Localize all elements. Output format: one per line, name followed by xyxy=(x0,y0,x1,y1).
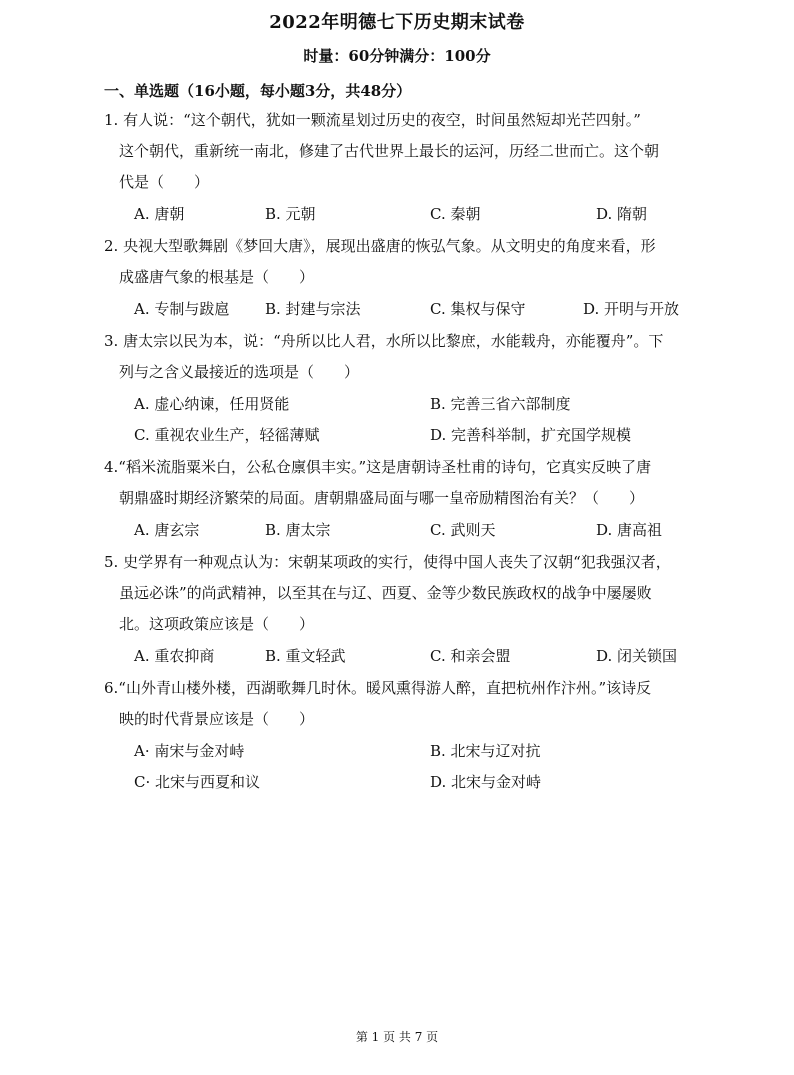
option-b: B. 唐太宗 xyxy=(265,521,331,539)
option-a: A. 虚心纳谏，任用贤能 xyxy=(134,395,290,413)
option-c: C. 集权与保守 xyxy=(430,300,526,318)
option-b: B. 完善三省六部制度 xyxy=(430,395,571,413)
exam-subtitle: 时量：60分钟满分：100分 xyxy=(303,47,491,65)
question-text-line: 成盛唐气象的根基是（ ） xyxy=(119,268,315,286)
option-a: A. 唐朝 xyxy=(134,205,185,223)
question-text-line: 2. 央视大型歌舞剧《梦回大唐》，展现出盛唐的恢弘气象。从文明史的角度来看，形 xyxy=(104,237,656,255)
question-text-line: 朝鼎盛时期经济繁荣的局面。唐朝鼎盛局面与哪一皇帝励精图治有关？（ ） xyxy=(119,489,645,507)
question-text-line: 虽远必诛”的尚武精神，以至其在与辽、西夏、金等少数民族政权的战争中屡屡败 xyxy=(119,584,652,602)
option-a: A· 南宋与金对峙 xyxy=(134,742,245,760)
option-d: D. 北宋与金对峙 xyxy=(430,773,542,791)
option-c: C. 秦朝 xyxy=(430,205,481,223)
question-text-line: 1. 有人说：“这个朝代，犹如一颗流星划过历史的夜空，时间虽然短却光芒四射。” xyxy=(104,111,641,129)
question-text-line: 代是（ ） xyxy=(119,173,210,191)
question-text-line: 4.“稻米流脂粟米白，公私仓廪俱丰实。”这是唐朝诗圣杜甫的诗句，它真实反映了唐 xyxy=(104,458,652,476)
question-text-line: 这个朝代，重新统一南北，修建了古代世界上最长的运河，历经二世而亡。这个朝 xyxy=(119,142,660,160)
option-b: B. 北宋与辽对抗 xyxy=(430,742,541,760)
option-d: D. 完善科举制，扩充国学规模 xyxy=(430,426,632,444)
option-c: C. 武则天 xyxy=(430,521,496,539)
option-d: D. 闭关锁国 xyxy=(596,647,678,665)
question-text-line: 映的时代背景应该是（ ） xyxy=(119,710,315,728)
section-heading: 一、单选题（16小题，每小题3分，共48分） xyxy=(104,82,412,100)
option-c: C. 重视农业生产，轻徭薄赋 xyxy=(134,426,320,444)
page-number: 第 1 页 共 7 页 xyxy=(355,1030,439,1044)
option-a: A. 重农抑商 xyxy=(134,647,215,665)
question-text-line: 列与之含义最接近的选项是（ ） xyxy=(119,363,360,381)
option-b: B. 元朝 xyxy=(265,205,316,223)
option-d: D. 唐高祖 xyxy=(596,521,663,539)
option-b: B. 重文轻武 xyxy=(265,647,346,665)
question-text-line: 3. 唐太宗以民为本，说：“舟所以比人君，水所以比黎庶，水能载舟，亦能覆舟”。下 xyxy=(104,332,664,350)
exam-title: 2022年明德七下历史期末试卷 xyxy=(269,12,525,33)
question-text-line: 北。这项政策应该是（ ） xyxy=(119,615,315,633)
option-a: A. 专制与跋扈 xyxy=(134,300,230,318)
question-text-line: 6.“山外青山楼外楼，西湖歌舞几时休。暖风熏得游人醉，直把杭州作汴州。”该诗反 xyxy=(104,679,652,697)
option-c: C· 北宋与西夏和议 xyxy=(134,773,261,791)
option-d: D. 开明与开放 xyxy=(583,300,680,318)
option-b: B. 封建与宗法 xyxy=(265,300,361,318)
option-a: A. 唐玄宗 xyxy=(134,521,200,539)
option-c: C. 和亲会盟 xyxy=(430,647,511,665)
question-text-line: 5. 史学界有一种观点认为：宋朝某项政的实行，使得中国人丧失了汉朝“犯我强汉者， xyxy=(104,553,671,571)
option-d: D. 隋朝 xyxy=(596,205,648,223)
